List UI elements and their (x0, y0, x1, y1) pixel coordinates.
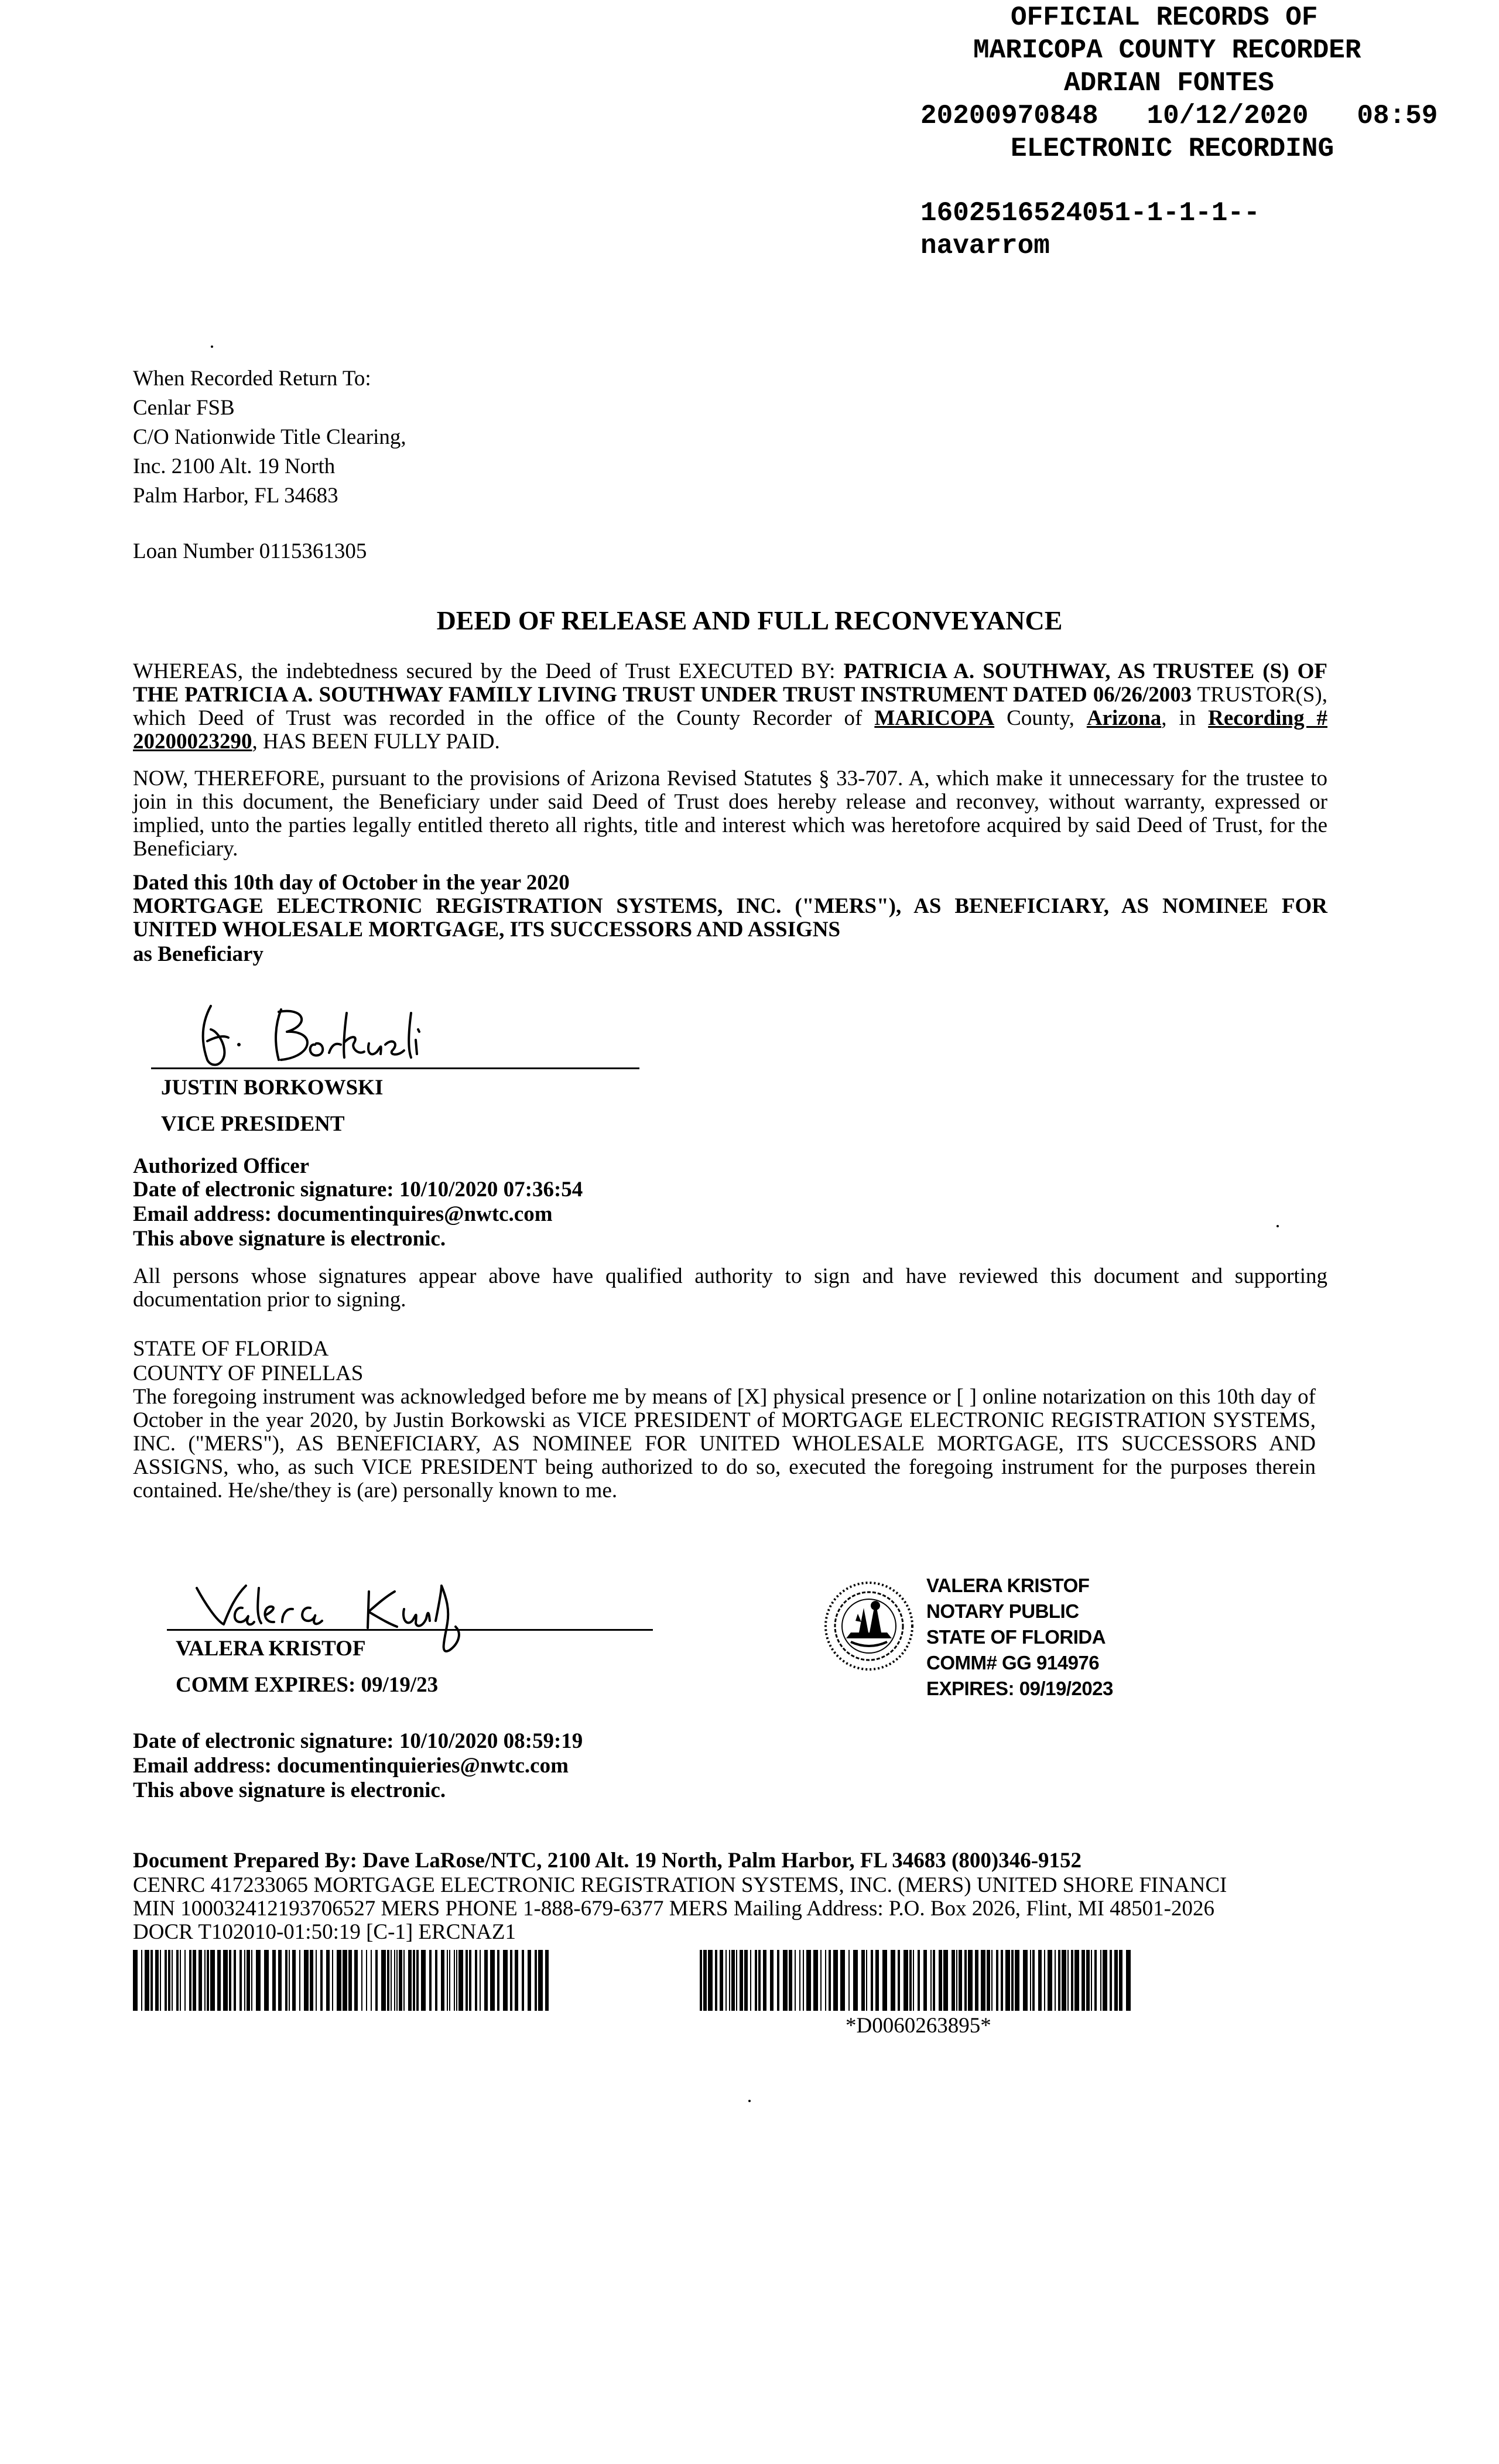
officer-electronic-note: This above signature is electronic. (133, 1227, 446, 1251)
officer-name: JUSTIN BORKOWSKI (161, 1076, 384, 1100)
officer-title: VICE PRESIDENT (161, 1112, 345, 1136)
recorder-line-3: ADRIAN FONTES (1064, 68, 1274, 98)
recorder-line-1: OFFICIAL RECORDS OF (1011, 2, 1318, 33)
barcode-bar (272, 1950, 276, 2011)
barcode-bar (133, 1950, 138, 2011)
barcode-bar (466, 1950, 468, 2011)
barcode-bar (381, 1950, 386, 2011)
barcode-bar (348, 1950, 352, 2011)
barcode-bar (503, 1950, 508, 2011)
barcode-bar (141, 1950, 142, 2011)
barcode-bar (1100, 1950, 1101, 2011)
barcode-bar (497, 1950, 499, 2011)
barcode-bar (1001, 1950, 1003, 2011)
speck (1276, 1225, 1279, 1227)
barcode-bar (447, 1950, 448, 2011)
barcode-bar (1015, 1950, 1019, 2011)
barcode-bar (310, 1950, 313, 2011)
barcode-bar (528, 1950, 531, 2011)
barcode-bar (943, 1950, 948, 2011)
barcode-bar (320, 1950, 323, 2011)
barcode-bar (204, 1950, 206, 2011)
barcode-bar (1119, 1950, 1122, 2011)
stamp-line-3: STATE OF FLORIDA (926, 1626, 1106, 1648)
barcode-bar (1011, 1950, 1014, 2011)
barcode-bar (918, 1950, 920, 2011)
barcode-bar (217, 1950, 221, 2011)
barcode-bar (1067, 1950, 1069, 2011)
all-persons-paragraph: All persons whose signatures appear above have qualified authority to sign and have reviewed this document and supporting documentation prior to signing. (133, 1264, 1327, 1312)
barcode-bar (1048, 1950, 1052, 2011)
barcode-bar (421, 1950, 426, 2011)
return-to-line-1: When Recorded Return To: (133, 367, 371, 391)
barcode-bar (371, 1950, 372, 2011)
barcode-bar (239, 1950, 242, 2011)
barcode-bar (708, 1950, 713, 2011)
whereas-text-1: WHEREAS, the indebtedness secured by the Deed of Trust EXECUTED BY: (133, 659, 844, 683)
footer-line-2: CENRC 417233065 MORTGAGE ELECTRONIC REGISTRATION SYSTEMS, INC. (MERS) UNITED SHORE FINANCI (133, 1873, 1227, 1897)
barcode-bar (155, 1950, 159, 2011)
barcode-bar (703, 1950, 707, 2011)
barcode-bar (1071, 1950, 1073, 2011)
whereas-text-5: , HAS BEEN FULLY PAID. (252, 730, 500, 754)
beneficiary-name: MORTGAGE ELECTRONIC REGISTRATION SYSTEMS, INC. ("MERS"), AS BENEFICIARY, AS NOMINEE FOR UNITED WHOLESALE MORTGAGE, ITS SUCCESSORS AND ASSIGNS (133, 894, 1327, 942)
return-to-line-4: Inc. 2100 Alt. 19 North (133, 454, 336, 478)
notary-email: Email address: documentinquieries@nwtc.com (133, 1754, 569, 1778)
stamp-line-5: EXPIRES: 09/19/2023 (926, 1678, 1113, 1699)
barcode-bar (168, 1950, 170, 2011)
officer-signature-line (151, 1067, 639, 1069)
barcode-bar (229, 1950, 231, 2011)
barcode-bar (316, 1950, 317, 2011)
barcode-bar (223, 1950, 228, 2011)
barcode-bar (210, 1950, 215, 2011)
barcode-bar (375, 1950, 378, 2011)
barcode-bar (968, 1950, 973, 2011)
state-name: Arizona (1086, 706, 1162, 730)
barcode-bar (403, 1950, 405, 2011)
barcode-bar (715, 1950, 717, 2011)
barcode-bar (490, 1950, 495, 2011)
barcode-bar (475, 1950, 477, 2011)
barcode-bar (538, 1950, 543, 2011)
barcode-bar (744, 1950, 748, 2011)
barcode-bar (795, 1950, 796, 2011)
barcode-bar (991, 1950, 993, 2011)
barcode-bar (1126, 1950, 1131, 2011)
barcode-bar (244, 1950, 245, 2011)
barcode-bar (145, 1950, 149, 2011)
barcode-bar (1082, 1950, 1085, 2011)
return-to-line-2: Cenlar FSB (133, 396, 235, 420)
notary-signature-date: Date of electronic signature: 10/10/2020 08:59:19 (133, 1729, 583, 1753)
notary-name: VALERA KRISTOF (176, 1637, 366, 1661)
barcode-bar (160, 1950, 161, 2011)
barcode-bar (981, 1950, 985, 2011)
barcode-bar (731, 1950, 735, 2011)
recorder-line-4: 20200970848 10/12/2020 08:59 (920, 101, 1438, 131)
stamp-line-1: VALERA KRISTOF (926, 1575, 1090, 1596)
barcode-bar (326, 1950, 330, 2011)
barcode-bar (545, 1950, 549, 2011)
barcode-bar (510, 1950, 512, 2011)
return-to-line-5: Palm Harbor, FL 34683 (133, 484, 338, 508)
barcode-bar (285, 1950, 288, 2011)
barcode-bar (416, 1950, 419, 2011)
barcode-bar (909, 1950, 912, 2011)
notary-stamp-text (926, 1573, 1113, 1702)
barcode-bar (987, 1950, 990, 2011)
barcode-bar (789, 1950, 792, 2011)
barcode-bar (1062, 1950, 1066, 2011)
dated-line: Dated this 10th day of October in the year 2020 (133, 871, 570, 895)
barcode-bar (952, 1950, 955, 2011)
return-to-line-3: C/O Nationwide Title Clearing, (133, 425, 406, 449)
barcode-bar (484, 1950, 488, 2011)
barcode-bar (515, 1950, 518, 2011)
barcode-bar (933, 1950, 935, 2011)
barcode-bar (763, 1950, 766, 2011)
barcode-bar (247, 1950, 250, 2011)
barcode-bar (332, 1950, 333, 2011)
barcode-bar (964, 1950, 967, 2011)
whereas-text-3: County, (994, 706, 1087, 730)
barcode-bar (256, 1950, 261, 2011)
barcode-bar (853, 1950, 858, 2011)
barcode-bar (755, 1950, 757, 2011)
barcode-bar (923, 1950, 927, 2011)
stamp-line-2: NOTARY PUBLIC (926, 1600, 1079, 1622)
barcode-bar (1055, 1950, 1056, 2011)
whereas-text-2: TRUSTOR(S), which Deed of Trust was recorded in the office of the County Recorder of (133, 683, 1328, 730)
barcode-bar (1110, 1950, 1112, 2011)
barcode-bar (361, 1950, 362, 2011)
barcode-bar (750, 1950, 751, 2011)
barcode-bar (387, 1950, 389, 2011)
stamp-line-4: COMM# GG 914976 (926, 1652, 1100, 1674)
executed-by: PATRICIA A. SOUTHWAY, AS TRUSTEE (S) OF THE PATRICIA A. SOUTHWAY FAMILY LIVING TRUST UNDER TRUST INSTRUMENT DATED 06/26/2003 (133, 659, 1327, 707)
county-line: COUNTY OF PINELLAS (133, 1361, 364, 1385)
barcode-bar (193, 1950, 196, 2011)
barcode-bar (1103, 1950, 1107, 2011)
recorder-line-5: ELECTRONIC RECORDING (1011, 134, 1334, 164)
notary-seal-icon (823, 1580, 915, 1672)
barcode-bar (825, 1950, 826, 2011)
barcode-bar (429, 1950, 432, 2011)
barcode-bar (840, 1950, 845, 2011)
prepared-by: Document Prepared By: Dave LaRose/NTC, 2100 Alt. 19 North, Palm Harbor, FL 34683 (800)346-9152 (133, 1849, 1082, 1873)
barcode-bar (189, 1950, 191, 2011)
barcode-bar (803, 1950, 804, 2011)
barcode-bar (898, 1950, 900, 2011)
barcode-bar (758, 1950, 761, 2011)
barcode-bar (882, 1950, 887, 2011)
barcode-bar (903, 1950, 908, 2011)
barcode-bar (435, 1950, 437, 2011)
barcode-bar (180, 1950, 181, 2011)
barcode-bar (813, 1950, 818, 2011)
barcode-bar (1044, 1950, 1045, 2011)
as-beneficiary: as Beneficiary (133, 942, 263, 966)
barcode-bar (1023, 1950, 1028, 2011)
officer-email: Email address: documentinquires@nwtc.com (133, 1202, 553, 1226)
barcode-bar (975, 1950, 978, 2011)
barcode-bar (343, 1950, 347, 2011)
recorder-line-2: MARICOPA COUNTY RECORDER (973, 35, 1361, 66)
barcode-bar (234, 1950, 236, 2011)
loan-number: Loan Number 0115361305 (133, 539, 367, 563)
now-therefore-paragraph: NOW, THEREFORE, pursuant to the provisions of Arizona Revised Statutes § 33-707. A, which make it unnecessary for the trustee to join in this document, the Beneficiary under said Deed of Trust does hereby release and reconvey, without warranty, expressed or implied, unto the parties legally entitled thereto all rights, title and interest which was heretofore acquired by said Deed of Trust, for the Beneficiary. (133, 766, 1327, 861)
authorized-officer: Authorized Officer (133, 1154, 310, 1178)
barcode-bar (959, 1950, 962, 2011)
barcode-bar (399, 1950, 402, 2011)
barcode-bar (441, 1950, 444, 2011)
speck (748, 2100, 751, 2102)
barcode-bar (1030, 1950, 1031, 2011)
barcode-bar (299, 1950, 300, 2011)
barcode-bar (1086, 1950, 1090, 2011)
notary-comm-expires: COMM EXPIRES: 09/19/23 (176, 1673, 439, 1697)
barcode-bar (337, 1950, 341, 2011)
barcode-bar (354, 1950, 358, 2011)
barcode-bar (454, 1950, 455, 2011)
barcode-bar (783, 1950, 788, 2011)
barcode-bar (736, 1950, 737, 2011)
barcode-bar (408, 1950, 412, 2011)
barcode-bar (176, 1950, 179, 2011)
barcode-bar (740, 1950, 743, 2011)
barcode-bar (930, 1950, 932, 2011)
barcode-bar (1074, 1950, 1079, 2011)
recorder-line-6: 1602516524051-1-1-1-- (920, 198, 1260, 228)
barcode-bar (799, 1950, 800, 2011)
whereas-text-4: , in (1161, 706, 1209, 730)
barcode-bar (458, 1950, 463, 2011)
barcode-bar (833, 1950, 838, 2011)
recorder-line-7: navarrom (920, 231, 1050, 261)
barcode-bar (522, 1950, 524, 2011)
barcode-bar (1005, 1950, 1010, 2011)
barcode-bar (394, 1950, 395, 2011)
acknowledgement-paragraph: The foregoing instrument was acknowledged before me by means of [X] physical presence or [ ] online notarization on this 10th day of October in the year 2020, by Justin Borkowski as VICE PRESIDENT of MORTGAGE ELECTRONIC REGISTRATION SYSTEMS, INC. ("MERS"), AS BENEFICIARY, AS NOMINEE FOR UNITED WHOLESALE MORTGAGE, ITS SUCCESSORS AND ASSIGNS, who, as such VICE PRESIDENT being authorized to do so, executed the foregoing instrument for the purposes therein contained. He/she/they is (are) personally known to me. (133, 1385, 1316, 1503)
barcode-bar (729, 1950, 730, 2011)
barcode-bar (165, 1950, 167, 2011)
footer-line-3: MIN 100032412193706527 MERS PHONE 1-888-679-6377 MERS Mailing Address: P.O. Box 2026, Flint, MI 48501-2026 (133, 1897, 1215, 1921)
barcode-bar (304, 1950, 309, 2011)
barcode-bar (264, 1950, 269, 2011)
barcode-2 (700, 1950, 1133, 2011)
barcode-bar (806, 1950, 811, 2011)
document-title: DEED OF RELEASE AND FULL RECONVEYANCE (436, 605, 1063, 635)
barcode-bar (292, 1950, 296, 2011)
barcode-bar (469, 1950, 471, 2011)
barcode-bar (449, 1950, 450, 2011)
barcode-bar (891, 1950, 895, 2011)
barcode-bar (913, 1950, 914, 2011)
barcode-bar (456, 1950, 457, 2011)
barcode-bar (770, 1950, 774, 2011)
barcode-bar (725, 1950, 727, 2011)
barcode-bar (480, 1950, 481, 2011)
officer-signature (193, 1001, 468, 1072)
barcode-1 (133, 1950, 555, 2011)
barcode-bar (396, 1950, 398, 2011)
barcode-bar (720, 1950, 723, 2011)
barcode-label: *D0060263895* (846, 2014, 991, 2038)
county-name: MARICOPA (874, 706, 995, 730)
barcode-bar (251, 1950, 252, 2011)
barcode-bar (1091, 1950, 1092, 2011)
footer-line-4: DOCR T102010-01:50:19 [C-1] ERCNAZ1 (133, 1920, 516, 1944)
barcode-bar (866, 1950, 867, 2011)
barcode-bar (366, 1950, 367, 2011)
barcode-bar (1114, 1950, 1118, 2011)
barcode-bar (184, 1950, 186, 2011)
officer-signature-date: Date of electronic signature: 10/10/2020 07:36:54 (133, 1178, 583, 1202)
barcode-bar (199, 1950, 202, 2011)
barcode-bar (875, 1950, 879, 2011)
barcode-bar (391, 1950, 392, 2011)
notary-electronic-note: This above signature is electronic. (133, 1778, 446, 1802)
barcode-bar (777, 1950, 779, 2011)
return-to-address (133, 364, 406, 511)
barcode-bar (1058, 1950, 1060, 2011)
barcode-bar (413, 1950, 415, 2011)
barcode-bar (829, 1950, 831, 2011)
barcode-bar (871, 1950, 873, 2011)
barcode-bar (956, 1950, 957, 2011)
barcode-bar (1094, 1950, 1097, 2011)
barcode-bar (207, 1950, 209, 2011)
speck (211, 345, 213, 348)
barcode-bar (278, 1950, 282, 2011)
barcode-bar (820, 1950, 822, 2011)
barcode-bar (289, 1950, 290, 2011)
notary-signature-line (167, 1629, 653, 1631)
barcode-bar (1032, 1950, 1035, 2011)
barcode-bar (861, 1950, 865, 2011)
barcode-bar (848, 1950, 850, 2011)
barcode-bar (535, 1950, 537, 2011)
barcode-bar (700, 1950, 702, 2011)
recording-number: Recording # 20200023290 (133, 706, 1327, 754)
barcode-bar (996, 1950, 998, 2011)
barcode-bar (150, 1950, 153, 2011)
barcode-bar (172, 1950, 173, 2011)
barcode-bar (1038, 1950, 1042, 2011)
state-line: STATE OF FLORIDA (133, 1337, 329, 1361)
whereas-paragraph (133, 660, 1327, 754)
barcode-bar (939, 1950, 942, 2011)
